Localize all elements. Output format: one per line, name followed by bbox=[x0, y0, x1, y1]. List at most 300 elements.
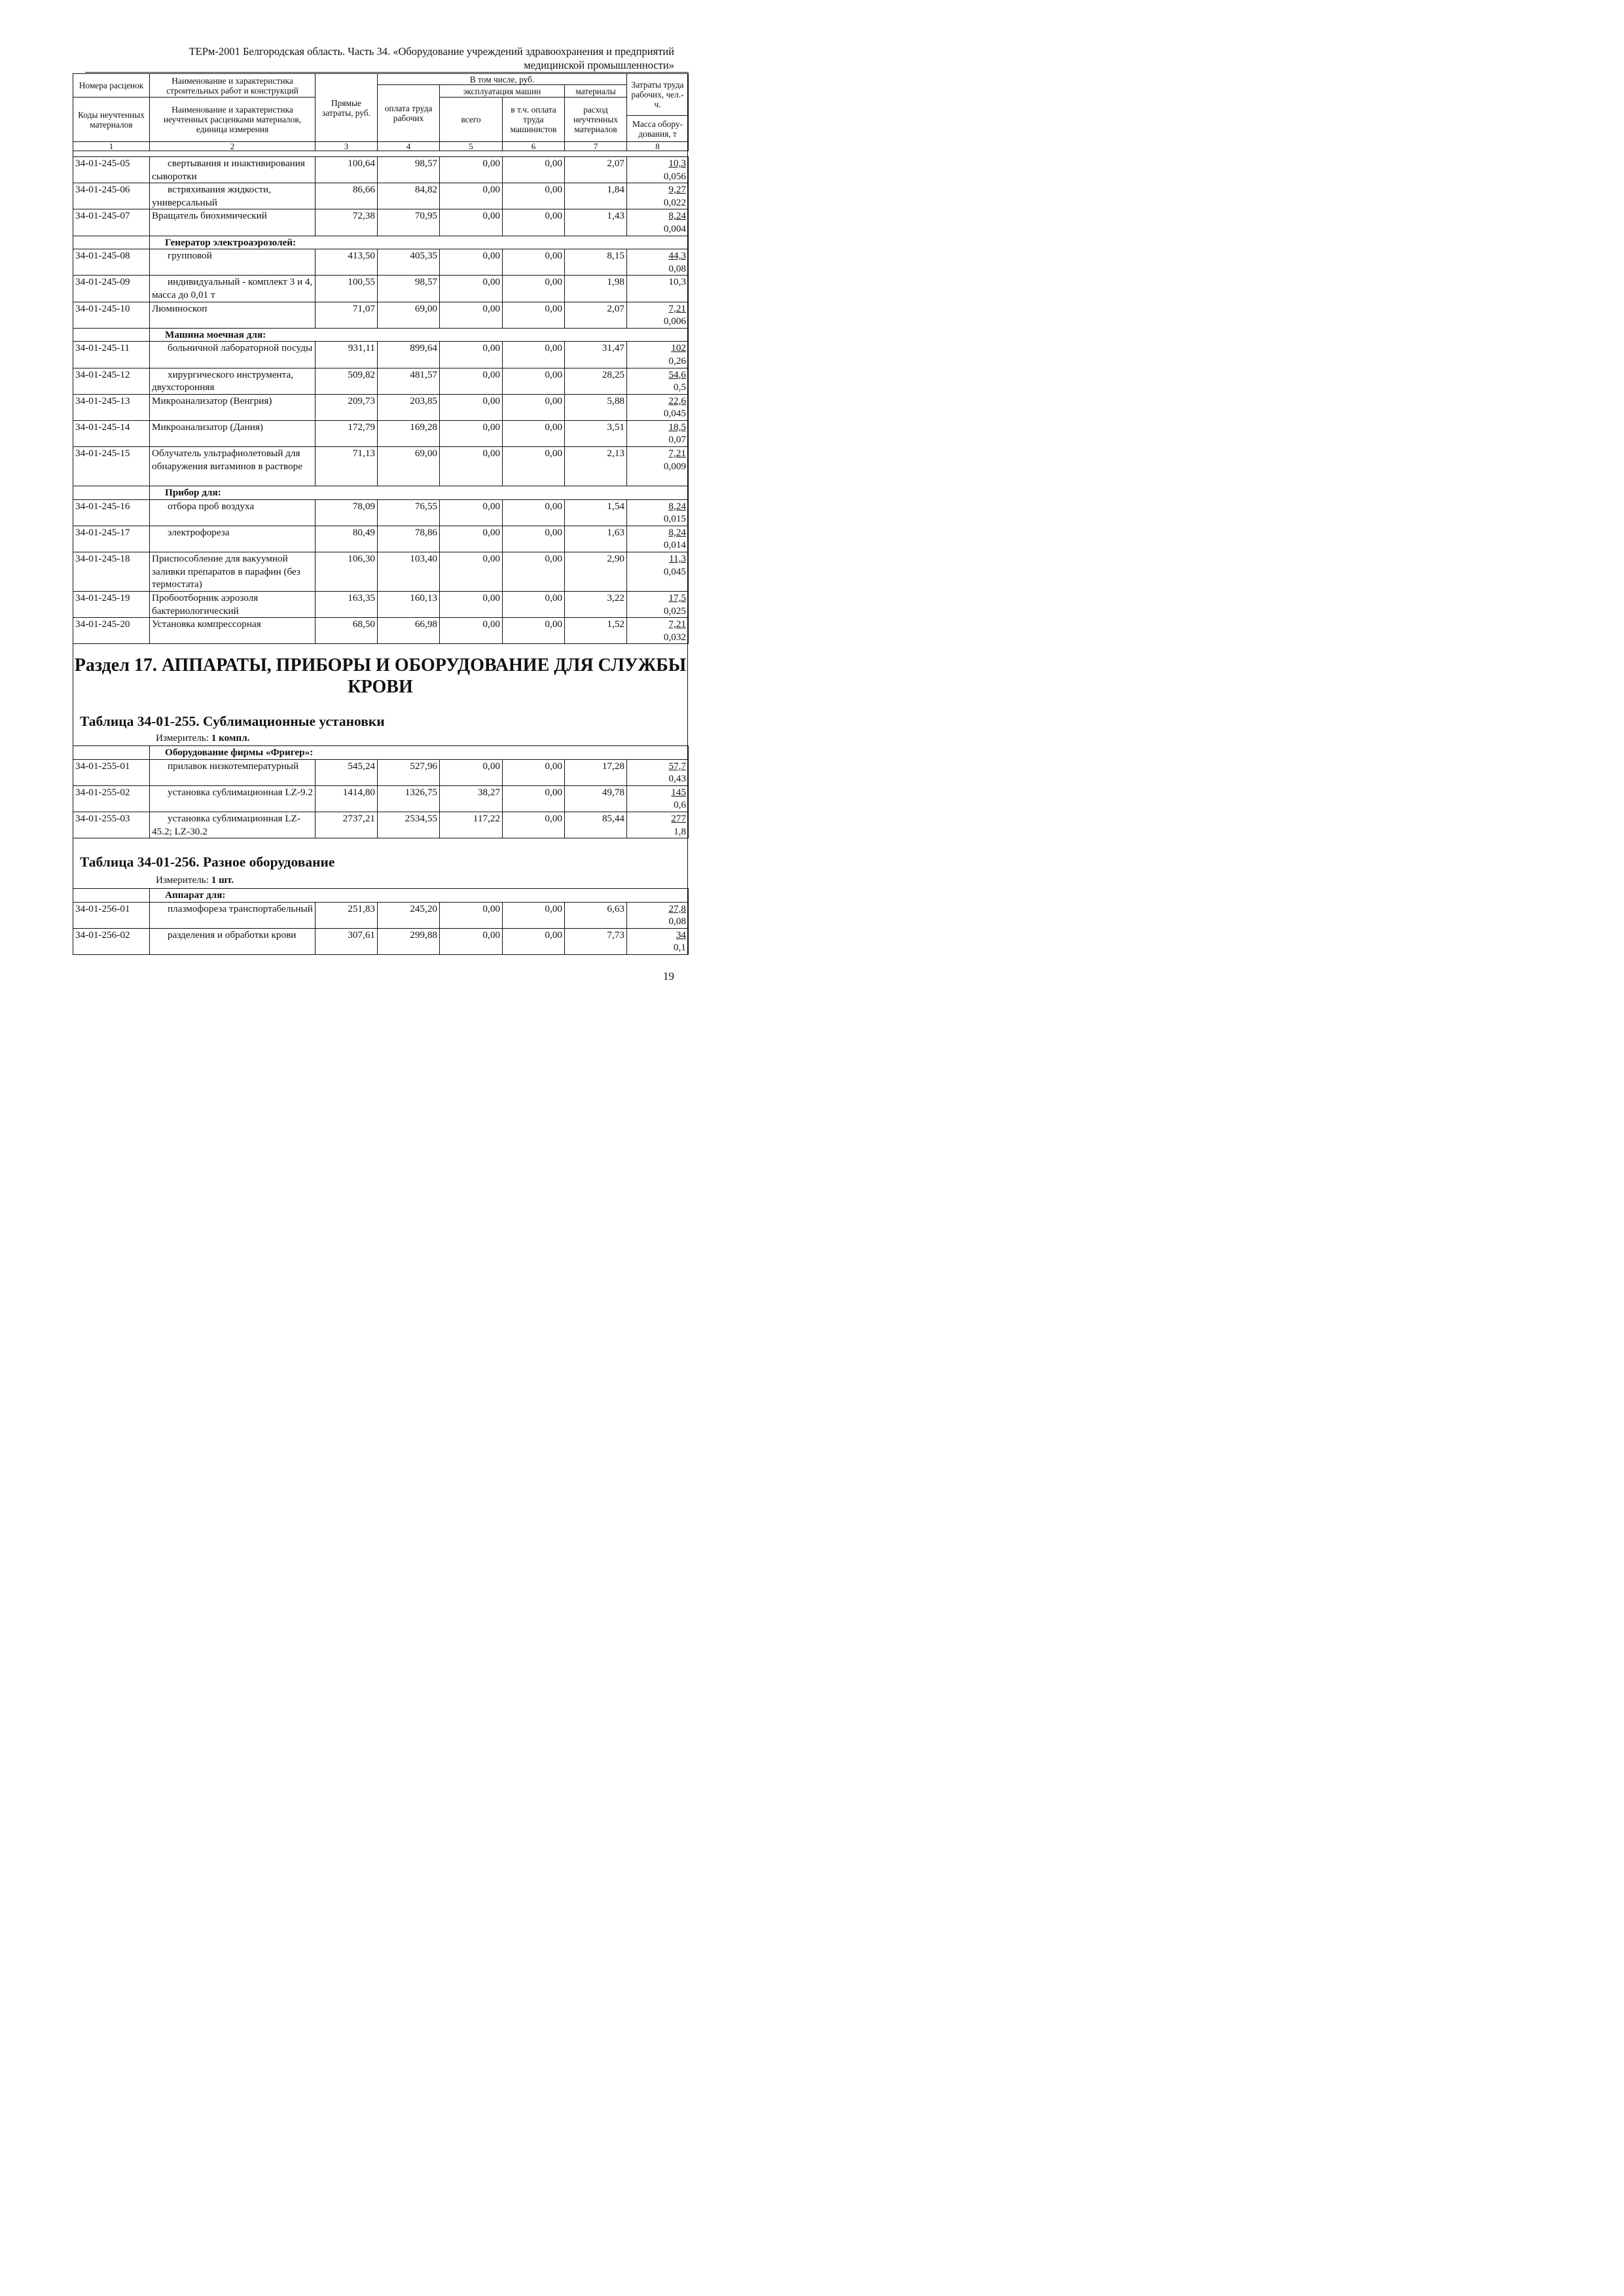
group-row bbox=[73, 889, 689, 903]
labor-pay: 1326,75 bbox=[378, 785, 440, 812]
materials-cost: 2,07 bbox=[565, 302, 627, 328]
col-2-bottom: Наименование и характеристика неучтенных расценками материалов, единица измерения bbox=[150, 98, 316, 142]
labor-and-mass bbox=[627, 249, 689, 276]
direct-cost: 86,66 bbox=[316, 183, 378, 209]
rate-name bbox=[150, 499, 316, 526]
direct-cost: 251,83 bbox=[316, 902, 378, 928]
rate-name-text: Приспособление для вакуумной заливки препаратов в парафин (без термостата) bbox=[152, 553, 300, 590]
equipment-mass: 0,43 bbox=[668, 773, 687, 785]
equipment-mass: 0,014 bbox=[663, 539, 686, 551]
labor-hours: 9,27 bbox=[668, 184, 686, 196]
rate-code: 34-01-245-16 bbox=[73, 499, 150, 526]
measure-value: 1 шт. bbox=[211, 874, 234, 886]
machines-total: 0,00 bbox=[440, 420, 503, 446]
materials-cost: 1,98 bbox=[565, 276, 627, 302]
page-header bbox=[73, 45, 674, 72]
rate-name-text: отбора проб воздуха bbox=[168, 500, 255, 512]
machines-total: 0,00 bbox=[440, 276, 503, 302]
rate-code: 34-01-256-02 bbox=[73, 928, 150, 954]
operators-pay: 0,00 bbox=[503, 759, 565, 785]
materials-cost: 7,73 bbox=[565, 928, 627, 954]
labor-hours: 8,24 bbox=[668, 526, 686, 538]
page-number: 19 bbox=[663, 970, 674, 982]
rate-code: 34-01-245-07 bbox=[73, 209, 150, 236]
operators-pay: 0,00 bbox=[503, 368, 565, 394]
materials-cost: 31,47 bbox=[565, 342, 627, 368]
measure-255 bbox=[156, 732, 249, 744]
table-row bbox=[73, 928, 689, 954]
equipment-mass: 0,032 bbox=[663, 631, 686, 643]
group-label: Аппарат для: bbox=[165, 889, 226, 901]
section-title: Раздел 17. АППАРАТЫ, ПРИБОРЫ И ОБОРУДОВАНИЕ ДЛЯ СЛУЖБЫ КРОВИ bbox=[74, 655, 687, 697]
table-row bbox=[73, 592, 689, 618]
materials-cost: 1,84 bbox=[565, 183, 627, 209]
machines-total: 0,00 bbox=[440, 759, 503, 785]
col-8-bottom: Масса обору-дования, т bbox=[627, 116, 689, 142]
labor-hours: 18,5 bbox=[668, 421, 686, 433]
equipment-mass: 0,009 bbox=[663, 460, 686, 472]
machines-header: эксплуатация машин bbox=[440, 85, 565, 98]
materials-cost: 1,52 bbox=[565, 618, 627, 644]
equipment-mass: 0,015 bbox=[663, 513, 686, 525]
rate-name bbox=[150, 592, 316, 618]
table-row bbox=[73, 420, 689, 446]
labor-hours: 11,3 bbox=[668, 553, 686, 565]
operators-pay: 0,00 bbox=[503, 447, 565, 486]
rate-code: 34-01-245-10 bbox=[73, 302, 150, 328]
rate-name bbox=[150, 928, 316, 954]
machines-total: 0,00 bbox=[440, 618, 503, 644]
operators-pay: 0,00 bbox=[503, 342, 565, 368]
labor-and-mass bbox=[627, 302, 689, 328]
group-row bbox=[73, 328, 689, 342]
operators-pay: 0,00 bbox=[503, 526, 565, 552]
group-row-code bbox=[73, 236, 150, 249]
operators-pay: 0,00 bbox=[503, 902, 565, 928]
labor-hours: 145 bbox=[671, 786, 687, 798]
direct-cost: 100,64 bbox=[316, 157, 378, 183]
rate-name bbox=[150, 785, 316, 812]
labor-hours: 7,21 bbox=[668, 302, 686, 314]
materials-cost: 1,63 bbox=[565, 526, 627, 552]
group-row bbox=[73, 486, 689, 500]
labor-and-mass bbox=[627, 552, 689, 592]
labor-hours: 17,5 bbox=[668, 592, 686, 604]
direct-cost: 106,30 bbox=[316, 552, 378, 592]
labor-pay: 160,13 bbox=[378, 592, 440, 618]
materials-cost: 2,90 bbox=[565, 552, 627, 592]
group-label: Прибор для: bbox=[165, 487, 221, 499]
operators-pay: 0,00 bbox=[503, 928, 565, 954]
table-title-255: Таблица 34-01-255. Сублимационные установки bbox=[80, 713, 385, 729]
machines-total: 0,00 bbox=[440, 183, 503, 209]
direct-cost: 931,11 bbox=[316, 342, 378, 368]
measure-value: 1 компл. bbox=[211, 732, 250, 744]
machines-total: 0,00 bbox=[440, 302, 503, 328]
group-label: Генератор электроаэрозолей: bbox=[165, 236, 297, 248]
rate-name bbox=[150, 902, 316, 928]
direct-cost: 413,50 bbox=[316, 249, 378, 276]
rate-name-text: Люминоскоп bbox=[152, 302, 208, 314]
equipment-mass: 0,1 bbox=[674, 942, 687, 954]
rate-code: 34-01-245-13 bbox=[73, 394, 150, 420]
labor-and-mass bbox=[627, 368, 689, 394]
direct-cost: 307,61 bbox=[316, 928, 378, 954]
machines-total: 0,00 bbox=[440, 592, 503, 618]
labor-pay: 69,00 bbox=[378, 302, 440, 328]
table-row bbox=[73, 276, 689, 302]
labor-hours: 44,3 bbox=[668, 250, 686, 262]
equipment-mass: 0,022 bbox=[663, 196, 686, 208]
operators-pay: 0,00 bbox=[503, 592, 565, 618]
labor-pay: 98,57 bbox=[378, 276, 440, 302]
labor-hours: 102 bbox=[671, 342, 686, 354]
machines-total: 0,00 bbox=[440, 928, 503, 954]
machines-total: 0,00 bbox=[440, 902, 503, 928]
rate-code: 34-01-245-11 bbox=[73, 342, 150, 368]
rate-name-text: индивидуальный - комплект 3 и 4, масса до 0,01 т bbox=[152, 276, 313, 300]
rate-name-text: свертывания и инактивирования сыворотки bbox=[152, 158, 305, 182]
machines-total: 0,00 bbox=[440, 209, 503, 236]
equipment-mass: 0,004 bbox=[663, 223, 686, 234]
labor-and-mass bbox=[627, 592, 689, 618]
labor-hours: 277 bbox=[671, 812, 687, 824]
materials-cost: 8,15 bbox=[565, 249, 627, 276]
labor-pay: 481,57 bbox=[378, 368, 440, 394]
labor-pay: 84,82 bbox=[378, 183, 440, 209]
labor-pay: 527,96 bbox=[378, 759, 440, 785]
group-label: Машина моечная для: bbox=[165, 329, 266, 340]
group-row-cell bbox=[150, 328, 689, 342]
labor-pay: 299,88 bbox=[378, 928, 440, 954]
labor-pay: 69,00 bbox=[378, 447, 440, 486]
rate-name-text: Микроанализатор (Венгрия) bbox=[152, 395, 272, 406]
materials-cost: 5,88 bbox=[565, 394, 627, 420]
labor-and-mass bbox=[627, 812, 689, 838]
operators-pay: 0,00 bbox=[503, 499, 565, 526]
labor-and-mass bbox=[627, 902, 689, 928]
group-row bbox=[73, 746, 689, 760]
column-header-table bbox=[73, 73, 689, 151]
labor-hours: 57,7 bbox=[668, 760, 687, 772]
equipment-mass: 0,07 bbox=[668, 434, 686, 446]
machines-total: 0,00 bbox=[440, 552, 503, 592]
labor-and-mass bbox=[627, 526, 689, 552]
col-num: 7 bbox=[565, 142, 627, 151]
machines-total: 0,00 bbox=[440, 526, 503, 552]
rate-name-text: хирургического инструмента, двухсторонняя bbox=[152, 368, 294, 393]
table-row bbox=[73, 157, 689, 183]
rate-name-text: разделения и обработки крови bbox=[168, 929, 297, 941]
direct-cost: 509,82 bbox=[316, 368, 378, 394]
rate-code: 34-01-245-15 bbox=[73, 447, 150, 486]
labor-and-mass bbox=[627, 447, 689, 486]
col-num: 3 bbox=[316, 142, 378, 151]
rate-name bbox=[150, 342, 316, 368]
operators-pay: 0,00 bbox=[503, 785, 565, 812]
materials-cost: 3,22 bbox=[565, 592, 627, 618]
col-1-bottom: Коды неучтенных материалов bbox=[73, 98, 150, 142]
table-row bbox=[73, 249, 689, 276]
equipment-mass: 0,26 bbox=[668, 355, 686, 367]
rate-code: 34-01-245-17 bbox=[73, 526, 150, 552]
equipment-mass: 0,045 bbox=[663, 408, 686, 420]
rate-name bbox=[150, 394, 316, 420]
rate-code: 34-01-245-20 bbox=[73, 618, 150, 644]
col-2-top: Наименование и характеристика строительных работ и конструкций bbox=[150, 74, 316, 98]
rate-name bbox=[150, 183, 316, 209]
table-row bbox=[73, 812, 689, 838]
rate-code: 34-01-256-01 bbox=[73, 902, 150, 928]
rate-code: 34-01-245-14 bbox=[73, 420, 150, 446]
rates-table-255 bbox=[73, 745, 689, 838]
labor-hours: 27,8 bbox=[668, 903, 687, 914]
labor-hours: 54,6 bbox=[668, 368, 686, 380]
rate-name-text: больничной лабораторной посуды bbox=[168, 342, 313, 354]
measure-label: Измеритель: bbox=[156, 732, 209, 744]
labor-hours: 10,3 bbox=[668, 276, 686, 288]
rate-name-text: плазмофореза транспортабельный bbox=[168, 903, 313, 914]
rate-code: 34-01-255-02 bbox=[73, 785, 150, 812]
materials-cost: 1,43 bbox=[565, 209, 627, 236]
machines-total: 117,22 bbox=[440, 812, 503, 838]
header-rule bbox=[85, 72, 689, 73]
rate-code: 34-01-245-09 bbox=[73, 276, 150, 302]
rate-name bbox=[150, 276, 316, 302]
incl-header: В том числе, руб. bbox=[378, 74, 627, 85]
col-8-top: Затраты труда рабочих, чел.-ч. bbox=[627, 74, 689, 116]
machines-total: 38,27 bbox=[440, 785, 503, 812]
rate-name-text: Облучатель ультрафиолетовый для обнаружения витаминов в растворе bbox=[152, 448, 303, 472]
rate-name bbox=[150, 302, 316, 328]
table-row bbox=[73, 209, 689, 236]
col-4: оплата труда рабочих bbox=[378, 85, 440, 142]
col-num: 1 bbox=[73, 142, 150, 151]
rate-name bbox=[150, 209, 316, 236]
labor-and-mass bbox=[627, 342, 689, 368]
rate-name bbox=[150, 368, 316, 394]
labor-and-mass bbox=[627, 420, 689, 446]
direct-cost: 163,35 bbox=[316, 592, 378, 618]
col-num: 2 bbox=[150, 142, 316, 151]
operators-pay: 0,00 bbox=[503, 812, 565, 838]
direct-cost: 100,55 bbox=[316, 276, 378, 302]
labor-hours: 8,24 bbox=[668, 500, 686, 512]
col-6: в т.ч. оплата труда машинистов bbox=[503, 98, 565, 142]
labor-pay: 70,95 bbox=[378, 209, 440, 236]
group-row bbox=[73, 236, 689, 249]
operators-pay: 0,00 bbox=[503, 249, 565, 276]
labor-and-mass bbox=[627, 618, 689, 644]
rate-code: 34-01-255-01 bbox=[73, 759, 150, 785]
measure-256 bbox=[156, 874, 234, 886]
direct-cost: 68,50 bbox=[316, 618, 378, 644]
materials-cost: 2,07 bbox=[565, 157, 627, 183]
materials-cost: 2,13 bbox=[565, 447, 627, 486]
rate-code: 34-01-245-08 bbox=[73, 249, 150, 276]
labor-and-mass bbox=[627, 394, 689, 420]
labor-hours: 34 bbox=[676, 929, 687, 941]
labor-and-mass bbox=[627, 928, 689, 954]
machines-total: 0,00 bbox=[440, 499, 503, 526]
equipment-mass: 0,08 bbox=[668, 916, 687, 927]
rate-code: 34-01-245-05 bbox=[73, 157, 150, 183]
direct-cost: 71,13 bbox=[316, 447, 378, 486]
table-row bbox=[73, 618, 689, 644]
col-3: Прямые затраты, руб. bbox=[316, 74, 378, 142]
labor-and-mass bbox=[627, 499, 689, 526]
direct-cost: 545,24 bbox=[316, 759, 378, 785]
table-row bbox=[73, 785, 689, 812]
labor-and-mass bbox=[627, 183, 689, 209]
labor-pay: 103,40 bbox=[378, 552, 440, 592]
col-num: 8 bbox=[627, 142, 689, 151]
rate-name bbox=[150, 447, 316, 486]
table-row bbox=[73, 302, 689, 328]
table-row bbox=[73, 394, 689, 420]
table-title-256: Таблица 34-01-256. Разное оборудование bbox=[80, 854, 335, 870]
operators-pay: 0,00 bbox=[503, 276, 565, 302]
rate-name bbox=[150, 618, 316, 644]
machines-total: 0,00 bbox=[440, 447, 503, 486]
rate-code: 34-01-255-03 bbox=[73, 812, 150, 838]
equipment-mass: 0,045 bbox=[663, 565, 686, 577]
labor-and-mass bbox=[627, 209, 689, 236]
group-row-cell bbox=[150, 486, 689, 500]
rate-name-text: установка сублимационная LZ-45.2; LZ-30.2 bbox=[152, 812, 300, 837]
group-row-code bbox=[73, 328, 150, 342]
equipment-mass: 0,025 bbox=[663, 605, 686, 617]
rate-name-text: Микроанализатор (Дания) bbox=[152, 421, 263, 433]
machines-total: 0,00 bbox=[440, 157, 503, 183]
labor-hours: 8,24 bbox=[668, 210, 686, 222]
rate-name bbox=[150, 249, 316, 276]
machines-total: 0,00 bbox=[440, 249, 503, 276]
materials-cost: 1,54 bbox=[565, 499, 627, 526]
machines-total: 0,00 bbox=[440, 394, 503, 420]
operators-pay: 0,00 bbox=[503, 618, 565, 644]
table-row bbox=[73, 447, 689, 486]
rate-name bbox=[150, 526, 316, 552]
group-row-code bbox=[73, 486, 150, 500]
labor-pay: 2534,55 bbox=[378, 812, 440, 838]
rate-name bbox=[150, 420, 316, 446]
equipment-mass: 0,6 bbox=[674, 799, 687, 811]
operators-pay: 0,00 bbox=[503, 394, 565, 420]
rate-name-text: встряхивания жидкости, универсальный bbox=[152, 184, 271, 208]
materials-cost: 17,28 bbox=[565, 759, 627, 785]
table-row bbox=[73, 342, 689, 368]
equipment-mass: 1,8 bbox=[674, 825, 687, 837]
table-row bbox=[73, 902, 689, 928]
rate-name-text: Вращатель биохимический bbox=[152, 210, 267, 222]
labor-hours: 22,6 bbox=[668, 395, 686, 406]
materials-cost: 49,78 bbox=[565, 785, 627, 812]
col-num: 5 bbox=[440, 142, 503, 151]
materials-cost: 85,44 bbox=[565, 812, 627, 838]
operators-pay: 0,00 bbox=[503, 183, 565, 209]
direct-cost: 172,79 bbox=[316, 420, 378, 446]
rate-name bbox=[150, 812, 316, 838]
rate-name-text: установка сублимационная LZ-9.2 bbox=[168, 786, 313, 798]
group-label: Оборудование фирмы «Фригер»: bbox=[165, 747, 314, 758]
direct-cost: 209,73 bbox=[316, 394, 378, 420]
labor-pay: 245,20 bbox=[378, 902, 440, 928]
direct-cost: 2737,21 bbox=[316, 812, 378, 838]
labor-pay: 98,57 bbox=[378, 157, 440, 183]
direct-cost: 71,07 bbox=[316, 302, 378, 328]
labor-and-mass bbox=[627, 157, 689, 183]
labor-hours: 7,21 bbox=[668, 619, 686, 630]
col-1-top: Номера расценок bbox=[73, 74, 150, 98]
table-row bbox=[73, 368, 689, 394]
operators-pay: 0,00 bbox=[503, 209, 565, 236]
rate-name-text: электрофореза bbox=[168, 526, 230, 538]
equipment-mass: 0,08 bbox=[668, 262, 686, 274]
rate-name-text: групповой bbox=[168, 250, 212, 262]
rate-name bbox=[150, 157, 316, 183]
direct-cost: 78,09 bbox=[316, 499, 378, 526]
equipment-mass: 0,5 bbox=[674, 382, 686, 393]
rate-name-text: Установка компрессорная bbox=[152, 619, 261, 630]
machines-total: 0,00 bbox=[440, 368, 503, 394]
rate-name bbox=[150, 759, 316, 785]
header-line-2: медицинской промышленности» bbox=[524, 59, 674, 71]
materials-cost: 28,25 bbox=[565, 368, 627, 394]
table-row bbox=[73, 183, 689, 209]
rate-code: 34-01-245-06 bbox=[73, 183, 150, 209]
labor-pay: 66,98 bbox=[378, 618, 440, 644]
table-row bbox=[73, 526, 689, 552]
labor-pay: 899,64 bbox=[378, 342, 440, 368]
group-row-cell bbox=[150, 236, 689, 249]
labor-hours: 7,21 bbox=[668, 448, 686, 459]
direct-cost: 80,49 bbox=[316, 526, 378, 552]
rates-table-245 bbox=[73, 156, 689, 644]
operators-pay: 0,00 bbox=[503, 552, 565, 592]
labor-hours: 10,3 bbox=[668, 158, 686, 169]
measure-label: Измеритель: bbox=[156, 874, 209, 886]
operators-pay: 0,00 bbox=[503, 420, 565, 446]
labor-pay: 76,55 bbox=[378, 499, 440, 526]
materials-header: материалы bbox=[565, 85, 627, 98]
labor-and-mass bbox=[627, 759, 689, 785]
labor-and-mass bbox=[627, 276, 689, 302]
header-line-1: ТЕРм-2001 Белгородская область. Часть 34. «Оборудование учреждений здравоохранения и предприятий bbox=[189, 45, 674, 58]
rate-name bbox=[150, 552, 316, 592]
rate-code: 34-01-245-12 bbox=[73, 368, 150, 394]
labor-pay: 203,85 bbox=[378, 394, 440, 420]
equipment-mass: 0,006 bbox=[663, 315, 686, 327]
col-num: 4 bbox=[378, 142, 440, 151]
col-7: расход неучтенных материалов bbox=[565, 98, 627, 142]
rate-name-text: Пробоотборник аэрозоля бактериологический bbox=[152, 592, 259, 617]
operators-pay: 0,00 bbox=[503, 302, 565, 328]
table-row bbox=[73, 759, 689, 785]
rate-code: 34-01-245-19 bbox=[73, 592, 150, 618]
labor-pay: 78,86 bbox=[378, 526, 440, 552]
machines-total: 0,00 bbox=[440, 342, 503, 368]
materials-cost: 6,63 bbox=[565, 902, 627, 928]
equipment-mass: 0,056 bbox=[663, 170, 686, 182]
materials-cost: 3,51 bbox=[565, 420, 627, 446]
rates-table-256 bbox=[73, 888, 689, 955]
table-row bbox=[73, 499, 689, 526]
labor-and-mass bbox=[627, 785, 689, 812]
labor-pay: 405,35 bbox=[378, 249, 440, 276]
direct-cost: 1414,80 bbox=[316, 785, 378, 812]
labor-pay: 169,28 bbox=[378, 420, 440, 446]
